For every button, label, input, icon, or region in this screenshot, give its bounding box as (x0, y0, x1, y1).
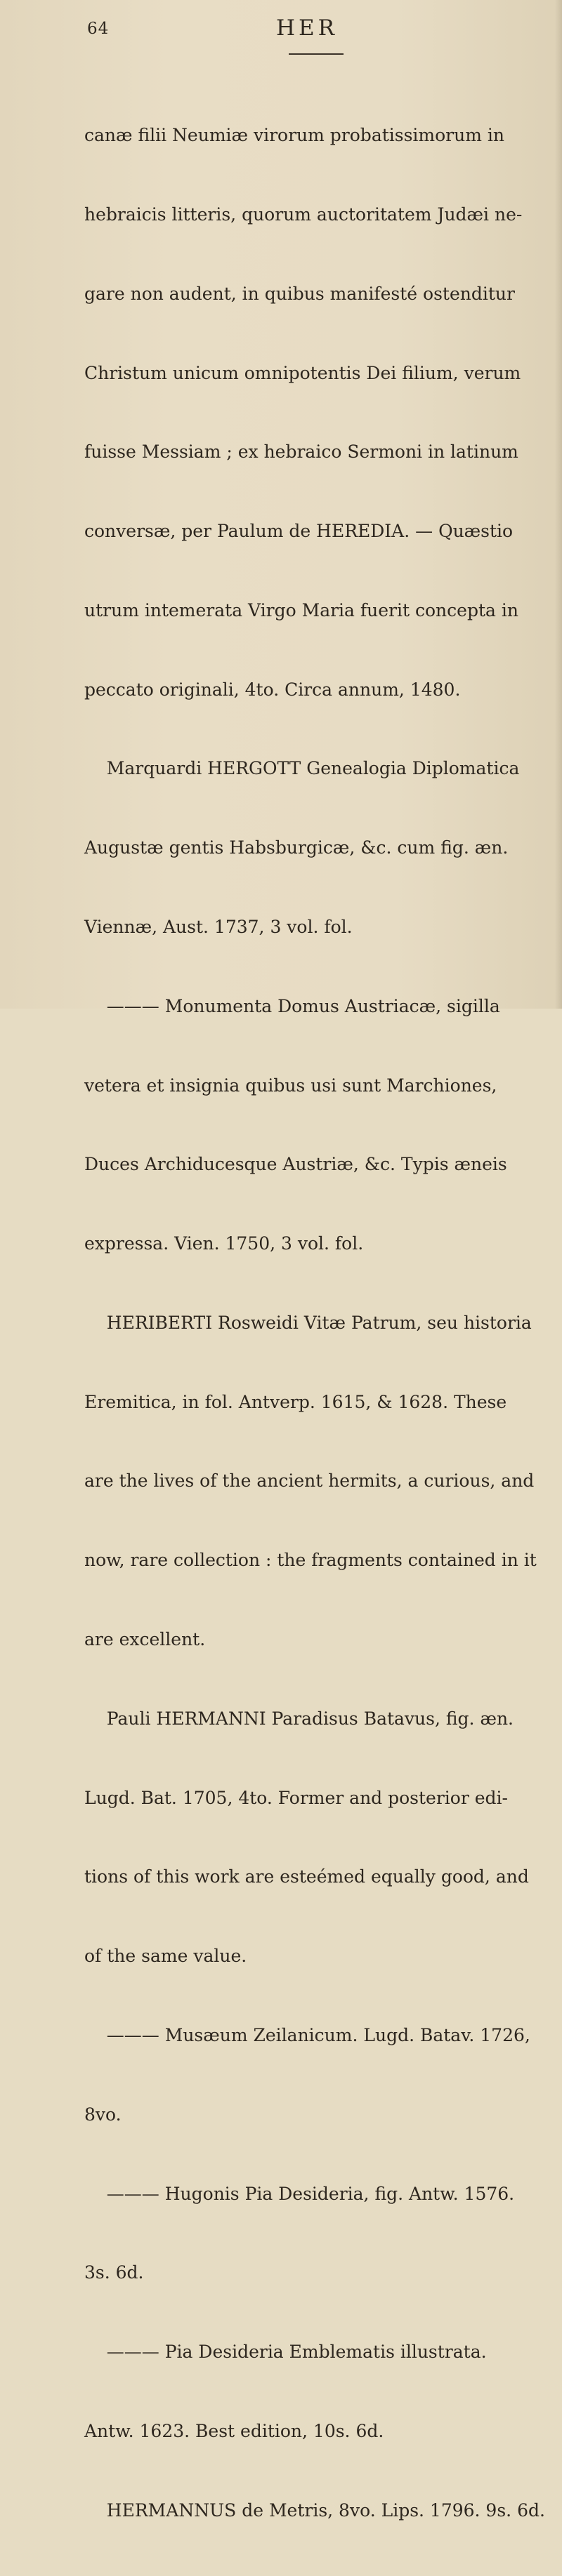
text-line: conversæ, per Paulum de HEREDIA. — Quæstio (84, 521, 514, 542)
running-head: HER (276, 15, 339, 41)
page-header (0, 14, 562, 49)
text-line: Duces Archiducesque Austriæ, &c. Typis æneis (84, 1154, 507, 1175)
text-line: 3s. 6d. (84, 2262, 144, 2283)
text-line: Augustæ gentis Habsburgicæ, &c. cum fig. æn. (84, 837, 509, 858)
text-line: peccato originali, 4to. Circa annum, 1480. (84, 679, 461, 700)
catalogue-text (84, 69, 562, 2576)
text-line: are excellent. (84, 1629, 206, 1650)
text-line: ——— Pia Desideria Emblematis illustrata. (84, 2342, 487, 2363)
text-line: 8vo. (84, 2104, 122, 2125)
text-line: Marquardi HERGOTT Genealogia Diplomatica (84, 758, 520, 779)
text-line: tions of this work are esteémed equally good, and (84, 1866, 529, 1887)
header-rule (289, 53, 344, 55)
text-line: ——— Monumenta Domus Austriacæ, sigilla (84, 995, 500, 1016)
text-line: Viennæ, Aust. 1737, 3 vol. fol. (84, 917, 353, 937)
text-line: hebraicis litteris, quorum auctoritatem Judæi ne- (84, 204, 523, 225)
text-line: utrum intemerata Virgo Maria fuerit concepta in (84, 599, 518, 620)
text-line: HERMANNUS de Metris, 8vo. Lips. 1796. 9s. 6d. (84, 2499, 545, 2521)
text-line: Eremitica, in fol. Antverp. 1615, & 1628. These (84, 1391, 507, 1412)
text-line: vetera et insignia quibus usi sunt Marchiones, (84, 1075, 497, 1096)
page-edge-shadow (555, 0, 562, 1009)
text-line: now, rare collection : the fragments contained in it (84, 1550, 537, 1571)
text-line: Christum unicum omnipotentis Dei filium, verum (84, 362, 521, 383)
text-line: are the lives of the ancient hermits, a curious, and (84, 1470, 535, 1492)
text-line: HERIBERTI Rosweidi Vitæ Patrum, seu historia (84, 1312, 532, 1333)
text-line: ——— Hugonis Pia Desideria, fig. Antw. 1576. (84, 2183, 515, 2204)
text-line: of the same value. (84, 1946, 247, 1967)
text-line: expressa. Vien. 1750, 3 vol. fol. (84, 1233, 364, 1254)
text-line: Lugd. Bat. 1705, 4to. Former and posterior edi- (84, 1787, 508, 1808)
text-line: gare non audent, in quibus manifesté ostenditur (84, 283, 515, 304)
text-line: ——— Musæum Zeilanicum. Lugd. Batav. 1726, (84, 2024, 530, 2045)
text-line: canæ filii Neumiæ virorum probatissimorum in (84, 125, 504, 146)
text-line: Pauli HERMANNI Paradisus Batavus, fig. æn. (84, 1708, 514, 1729)
text-line: fuisse Messiam ; ex hebraico Sermoni in latinum (84, 441, 518, 463)
page-number: 64 (87, 20, 110, 38)
text-line: Antw. 1623. Best edition, 10s. 6d. (84, 2420, 384, 2441)
